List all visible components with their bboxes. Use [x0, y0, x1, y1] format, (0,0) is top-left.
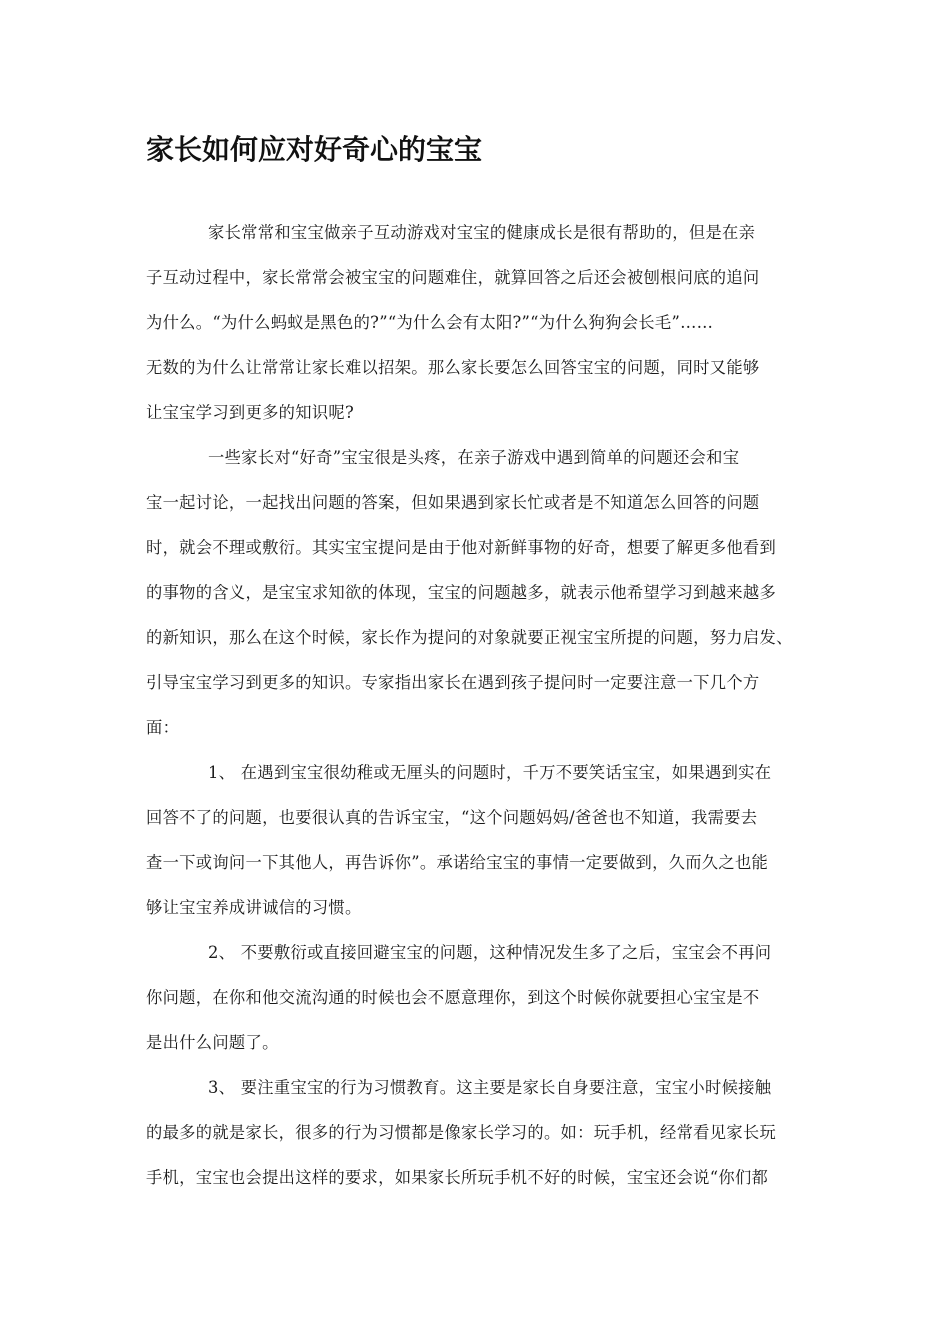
text-line: 是出什么问题了。 — [146, 1033, 279, 1052]
text-line: 3、 要注重宝宝的行为习惯教育。这主要是家长自身要注意，宝宝小时候接触 — [208, 1078, 772, 1097]
text-line: 让宝宝学习到更多的知识呢? — [146, 403, 355, 422]
text-line: 时，就会不理或敷衍。其实宝宝提问是由于他对新鲜事物的好奇，想要了解更多他看到 — [146, 538, 777, 557]
text-line: 的新知识，那么在这个时候，家长作为提问的对象就要正视宝宝所提的问题，努力启发、 — [146, 628, 793, 647]
text-line: 1、 在遇到宝宝很幼稚或无厘头的问题时，千万不要笑话宝宝，如果遇到实在 — [208, 763, 772, 782]
text-line: 子互动过程中，家长常常会被宝宝的问题难住，就算回答之后还会被刨根问底的追问 — [146, 268, 760, 287]
text-line: 一些家长对“好奇”宝宝很是头疼，在亲子游戏中遇到简单的问题还会和宝 — [208, 448, 740, 467]
text-line: 面： — [146, 718, 180, 737]
text-line: 回答不了的问题，也要很认真的告诉宝宝，“这个问题妈妈/爸爸也不知道，我需要去 — [146, 808, 758, 827]
text-line: 引导宝宝学习到更多的知识。专家指出家长在遇到孩子提问时一定要注意一下几个方 — [146, 673, 760, 692]
text-line: 的事物的含义，是宝宝求知欲的体现，宝宝的问题越多，就表示他希望学习到越来越多 — [146, 583, 777, 602]
text-line: 你问题，在你和他交流沟通的时候也会不愿意理你，到这个时候你就要担心宝宝是不 — [146, 988, 760, 1007]
document-title: 家长如何应对好奇心的宝宝 — [146, 133, 483, 166]
text-line: 无数的为什么让常常让家长难以招架。那么家长要怎么回答宝宝的问题，同时又能够 — [146, 358, 760, 377]
text-line: 为什么。“为什么蚂蚁是黑色的?”“为什么会有太阳?”“为什么狗狗会长毛”…… — [146, 313, 714, 332]
text-line: 家长常常和宝宝做亲子互动游戏对宝宝的健康成长是很有帮助的，但是在亲 — [208, 223, 756, 242]
text-line: 查一下或询问一下其他人，再告诉你”。承诺给宝宝的事情一定要做到，久而久之也能 — [146, 853, 769, 872]
text-line: 宝一起讨论，一起找出问题的答案，但如果遇到家长忙或者是不知道怎么回答的问题 — [146, 493, 760, 512]
text-line: 的最多的就是家长，很多的行为习惯都是像家长学习的。如：玩手机，经常看见家长玩 — [146, 1123, 777, 1142]
text-line: 2、 不要敷衍或直接回避宝宝的问题，这种情况发生多了之后，宝宝会不再问 — [208, 943, 772, 962]
text-line: 够让宝宝养成讲诚信的习惯。 — [146, 898, 362, 917]
document-body — [146, 221, 806, 1211]
text-line: 手机，宝宝也会提出这样的要求，如果家长所玩手机不好的时候，宝宝还会说“你们都 — [146, 1168, 769, 1187]
